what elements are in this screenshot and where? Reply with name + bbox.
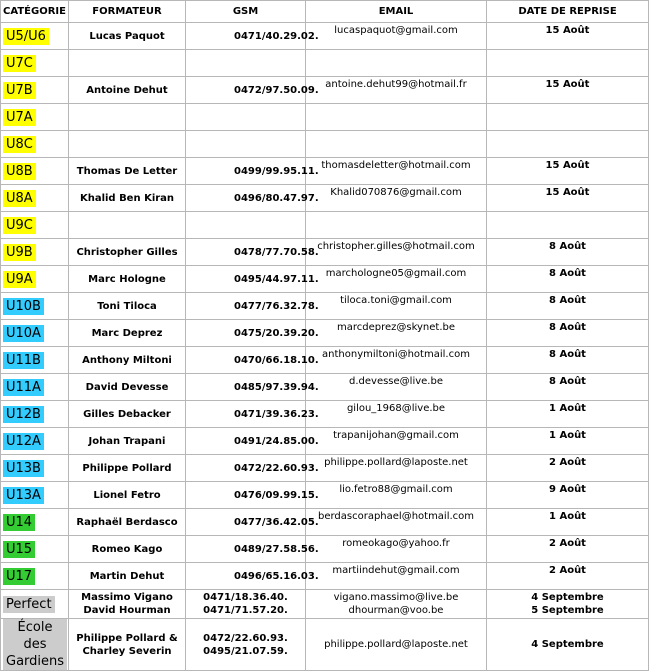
- gsm-cell: [186, 104, 306, 131]
- email-cell: [306, 104, 487, 131]
- table-row: [1, 401, 649, 428]
- resume-date: 15 Août: [545, 160, 590, 171]
- category-badge: U11B: [3, 352, 44, 369]
- table-row: [1, 50, 649, 77]
- trainer-cell: [69, 212, 186, 239]
- date-cell: [487, 347, 649, 374]
- gsm-number: 0470/66.18.10.: [234, 354, 319, 366]
- category-badge: U13A: [3, 487, 44, 504]
- email-address: berdascoraphael@hotmail.com: [317, 511, 475, 522]
- category-cell: [1, 482, 69, 509]
- resume-date: 2 Août: [549, 457, 586, 468]
- table-row: [1, 185, 649, 212]
- gsm-cell: [186, 482, 319, 509]
- date-cell: [487, 619, 649, 671]
- gsm-number: 0477/76.32.78.: [234, 300, 319, 312]
- category-badge: U5/U6: [3, 28, 49, 45]
- category-cell: [1, 131, 69, 158]
- trainer-cell: [69, 347, 186, 374]
- table-row: [1, 104, 649, 131]
- trainer-name: David Hourman: [83, 605, 171, 616]
- category-cell: [1, 347, 69, 374]
- table-row: [1, 266, 649, 293]
- trainer-cell: [69, 455, 186, 482]
- category-cell: [1, 239, 69, 266]
- resume-date: 8 Août: [549, 295, 586, 306]
- trainer-cell: [69, 563, 186, 590]
- trainer-name: Marc Hologne: [88, 273, 166, 285]
- email-address: tiloca.toni@gmail.com: [340, 295, 452, 306]
- trainer-cell: [69, 428, 186, 455]
- email-cell: [306, 293, 487, 320]
- gsm-number: 0495/44.97.11.: [234, 273, 319, 285]
- trainer-name: Toni Tiloca: [97, 300, 157, 312]
- trainer-cell: [69, 239, 186, 266]
- date-cell: [487, 563, 649, 590]
- gsm-cell: [186, 428, 319, 455]
- gsm-cell: [186, 239, 319, 266]
- table-row: [1, 374, 649, 401]
- category-cell: [1, 536, 69, 563]
- trainer-cell: [69, 293, 186, 320]
- email-cell: [306, 131, 487, 158]
- date-cell: [487, 428, 649, 455]
- date-cell: [487, 536, 649, 563]
- resume-date: 1 Août: [549, 403, 586, 414]
- email-cell: [306, 619, 487, 671]
- table-row: [1, 23, 649, 50]
- table-body: [1, 23, 649, 590]
- category-badge: École des Gardiens: [3, 619, 67, 670]
- gsm-number: 0478/77.70.58.: [234, 246, 319, 258]
- email-cell: [306, 455, 487, 482]
- email-cell: [306, 482, 487, 509]
- email-address: antoine.dehut99@hotmail.fr: [325, 79, 467, 90]
- category-badge: U11A: [3, 379, 44, 396]
- gsm-number: 0491/24.85.00.: [234, 435, 319, 447]
- trainer-cell: [69, 482, 186, 509]
- gsm-number: 0472/22.60.93.: [203, 632, 288, 644]
- gsm-number: 0496/65.16.03.: [234, 570, 319, 582]
- gsm-cell: [186, 563, 319, 590]
- email-address: philippe.pollard@laposte.net: [324, 639, 468, 650]
- trainer-name: Raphaël Berdasco: [76, 516, 178, 528]
- table-row: [1, 158, 649, 185]
- category-badge: U8A: [3, 190, 36, 207]
- trainer-name: Lucas Paquot: [89, 30, 165, 42]
- resume-date: 4 Septembre: [531, 592, 604, 603]
- email-cell: [306, 158, 487, 185]
- date-cell: [487, 158, 649, 185]
- gsm-cell: [186, 185, 319, 212]
- date-cell: [487, 212, 649, 239]
- gsm-number: 0489/27.58.56.: [234, 543, 319, 555]
- date-cell: [487, 590, 649, 619]
- category-badge: U10B: [3, 298, 44, 315]
- table-row: [1, 212, 649, 239]
- trainer-cell: [69, 509, 186, 536]
- resume-date: 8 Août: [549, 376, 586, 387]
- email-cell: [306, 509, 487, 536]
- resume-date: 8 Août: [549, 322, 586, 333]
- trainer-cell: [69, 320, 186, 347]
- gsm-cell: [186, 266, 319, 293]
- table-row: [1, 455, 649, 482]
- header-date: DATE DE REPRISE: [487, 1, 649, 23]
- header-row: [1, 1, 649, 23]
- table-row-perfect: [1, 590, 649, 619]
- email-address: Khalid070876@gmail.com: [330, 187, 462, 198]
- trainer-cell: [69, 158, 186, 185]
- category-cell: [1, 266, 69, 293]
- category-badge: U8B: [3, 163, 36, 180]
- table-row: [1, 77, 649, 104]
- resume-date: 4 Septembre: [531, 639, 604, 650]
- gsm-cell: [186, 455, 319, 482]
- header-categorie: CATÉGORIE: [1, 1, 69, 23]
- category-badge: U14: [3, 514, 35, 531]
- category-cell: [1, 185, 69, 212]
- gsm-number: 0499/99.95.11.: [234, 165, 319, 177]
- table-row: [1, 563, 649, 590]
- gsm-cell: [186, 293, 319, 320]
- trainer-name: Charley Severin: [82, 645, 172, 657]
- table-row-ecole: [1, 619, 649, 671]
- date-cell: [487, 401, 649, 428]
- gsm-number: 0485/97.39.94.: [234, 381, 319, 393]
- gsm-number: 0471/18.36.40.: [203, 592, 288, 603]
- email-address: d.devesse@live.be: [349, 376, 443, 387]
- email-cell: [306, 23, 487, 50]
- email-address: lucaspaquot@gmail.com: [334, 25, 458, 36]
- category-badge: U8C: [3, 136, 36, 153]
- trainer-cell: [69, 50, 186, 77]
- trainer-cell: [69, 401, 186, 428]
- email-address: christopher.gilles@hotmail.com: [317, 241, 475, 252]
- email-address: trapanijohan@gmail.com: [333, 430, 459, 441]
- resume-date: 8 Août: [549, 241, 586, 252]
- email-cell: [306, 428, 487, 455]
- email-cell: [306, 320, 487, 347]
- email-address: vigano.massimo@live.be: [333, 592, 459, 603]
- email-cell: [306, 185, 487, 212]
- email-cell: [306, 239, 487, 266]
- trainer-name: Thomas De Letter: [76, 165, 178, 177]
- date-cell: [487, 23, 649, 50]
- trainer-name: Lionel Fetro: [93, 489, 161, 501]
- trainer-name: Massimo Vigano: [81, 592, 173, 603]
- trainer-name: Marc Deprez: [91, 327, 163, 339]
- table-row: [1, 482, 649, 509]
- resume-date: 15 Août: [545, 79, 590, 90]
- trainer-name: Philippe Pollard &: [76, 632, 178, 644]
- gsm-cell: [186, 619, 306, 671]
- category-badge: U12B: [3, 406, 44, 423]
- gsm-number: 0471/39.36.23.: [234, 408, 319, 420]
- resume-date: 15 Août: [545, 187, 590, 198]
- gsm-number: 0477/36.42.05.: [234, 516, 319, 528]
- email-cell: [306, 50, 487, 77]
- table-row: [1, 536, 649, 563]
- gsm-cell: [186, 212, 306, 239]
- gsm-number: 0472/22.60.93.: [234, 462, 319, 474]
- date-cell: [487, 374, 649, 401]
- category-badge: U7C: [3, 55, 36, 72]
- resume-date: 8 Août: [549, 268, 586, 279]
- table-row: [1, 239, 649, 266]
- gsm-cell: [186, 23, 319, 50]
- header-gsm: GSM: [186, 1, 306, 23]
- date-cell: [487, 266, 649, 293]
- trainer-cell: [69, 266, 186, 293]
- category-badge: U7B: [3, 82, 36, 99]
- trainer-name: Antoine Dehut: [86, 84, 168, 96]
- gsm-cell: [186, 50, 306, 77]
- date-cell: [487, 293, 649, 320]
- gsm-number: 0496/80.47.97.: [234, 192, 319, 204]
- category-cell: [1, 212, 69, 239]
- header-email: EMAIL: [306, 1, 487, 23]
- gsm-cell: [186, 77, 319, 104]
- resume-date: 9 Août: [549, 484, 586, 495]
- table-row: [1, 509, 649, 536]
- gsm-cell: [186, 158, 319, 185]
- gsm-cell: [186, 320, 319, 347]
- gsm-cell: [186, 509, 319, 536]
- special-rows: [1, 590, 649, 671]
- trainer-cell: [69, 104, 186, 131]
- trainer-name: Philippe Pollard: [82, 462, 172, 474]
- category-cell: [1, 158, 69, 185]
- email-address: anthonymiltoni@hotmail.com: [322, 349, 470, 360]
- resume-date: 5 Septembre: [531, 605, 604, 616]
- category-cell: [1, 320, 69, 347]
- date-cell: [487, 104, 649, 131]
- email-address: thomasdeletter@hotmail.com: [321, 160, 471, 171]
- email-cell: [306, 590, 487, 619]
- trainer-name: Johan Trapani: [88, 435, 166, 447]
- trainer-cell: [69, 131, 186, 158]
- header-formateur: FORMATEUR: [69, 1, 186, 23]
- email-cell: [306, 347, 487, 374]
- trainer-cell: [69, 185, 186, 212]
- category-badge: Perfect: [3, 596, 55, 613]
- email-cell: [306, 212, 487, 239]
- date-cell: [487, 131, 649, 158]
- email-cell: [306, 266, 487, 293]
- email-cell: [306, 77, 487, 104]
- trainer-name: Gilles Debacker: [83, 408, 171, 420]
- table-row: [1, 293, 649, 320]
- category-cell: [1, 374, 69, 401]
- date-cell: [487, 482, 649, 509]
- trainer-name: Anthony Miltoni: [82, 354, 172, 366]
- date-cell: [487, 50, 649, 77]
- email-address: marcdeprez@skynet.be: [336, 322, 456, 333]
- category-cell: [1, 563, 69, 590]
- category-cell: [1, 590, 69, 619]
- trainer-name: Khalid Ben Kiran: [79, 192, 175, 204]
- table-row: [1, 320, 649, 347]
- category-cell: [1, 50, 69, 77]
- category-badge: U7A: [3, 109, 36, 126]
- category-badge: U13B: [3, 460, 44, 477]
- table-row: [1, 428, 649, 455]
- email-address: gilou_1968@live.be: [346, 403, 446, 414]
- trainer-cell: [69, 590, 186, 619]
- date-cell: [487, 320, 649, 347]
- resume-date: 2 Août: [549, 538, 586, 549]
- gsm-number: 0471/71.57.20.: [203, 605, 288, 616]
- category-cell: [1, 77, 69, 104]
- gsm-cell: [186, 347, 319, 374]
- trainer-cell: [69, 619, 186, 671]
- resume-date: 15 Août: [545, 25, 590, 36]
- email-address: dhourman@voo.be: [348, 605, 444, 616]
- gsm-number: 0471/40.29.02.: [234, 30, 319, 42]
- gsm-cell: [186, 590, 306, 619]
- category-badge: U9C: [3, 217, 36, 234]
- trainer-cell: [69, 77, 186, 104]
- resume-date: 2 Août: [549, 565, 586, 576]
- gsm-number: 0472/97.50.09.: [234, 84, 319, 96]
- email-address: lio.fetro88@gmail.com: [339, 484, 453, 495]
- resume-date: 1 Août: [549, 511, 586, 522]
- gsm-number: 0475/20.39.20.: [234, 327, 319, 339]
- category-cell: [1, 104, 69, 131]
- trainer-cell: [69, 23, 186, 50]
- category-cell: [1, 509, 69, 536]
- trainer-name: Martin Dehut: [89, 570, 165, 582]
- category-badge: U9A: [3, 271, 36, 288]
- trainer-name: Christopher Gilles: [76, 246, 178, 258]
- category-cell: [1, 401, 69, 428]
- trainer-cell: [69, 536, 186, 563]
- category-badge: U9B: [3, 244, 36, 261]
- category-cell: [1, 293, 69, 320]
- date-cell: [487, 185, 649, 212]
- trainer-cell: [69, 374, 186, 401]
- email-address: philippe.pollard@laposte.net: [324, 457, 468, 468]
- category-badge: U15: [3, 541, 35, 558]
- category-cell: [1, 23, 69, 50]
- table-row: [1, 347, 649, 374]
- gsm-number: 0495/21.07.59.: [203, 645, 288, 657]
- email-address: martiindehut@gmail.com: [332, 565, 460, 576]
- resume-date: 8 Août: [549, 349, 586, 360]
- category-badge: U12A: [3, 433, 44, 450]
- gsm-cell: [186, 131, 306, 158]
- gsm-number: 0476/09.99.15.: [234, 489, 319, 501]
- date-cell: [487, 509, 649, 536]
- date-cell: [487, 455, 649, 482]
- email-cell: [306, 401, 487, 428]
- email-address: marchologne05@gmail.com: [325, 268, 467, 279]
- email-cell: [306, 374, 487, 401]
- gsm-cell: [186, 374, 319, 401]
- trainer-name: David Devesse: [85, 381, 169, 393]
- date-cell: [487, 239, 649, 266]
- email-address: romeokago@yahoo.fr: [342, 538, 450, 549]
- category-cell: [1, 455, 69, 482]
- resume-date: 1 Août: [549, 430, 586, 441]
- category-badge: U10A: [3, 325, 44, 342]
- category-cell: [1, 619, 69, 671]
- email-cell: [306, 563, 487, 590]
- table-row: [1, 131, 649, 158]
- email-cell: [306, 536, 487, 563]
- category-badge: U17: [3, 568, 35, 585]
- category-cell: [1, 428, 69, 455]
- gsm-cell: [186, 401, 319, 428]
- gsm-cell: [186, 536, 319, 563]
- date-cell: [487, 77, 649, 104]
- trainer-name: Romeo Kago: [91, 543, 163, 555]
